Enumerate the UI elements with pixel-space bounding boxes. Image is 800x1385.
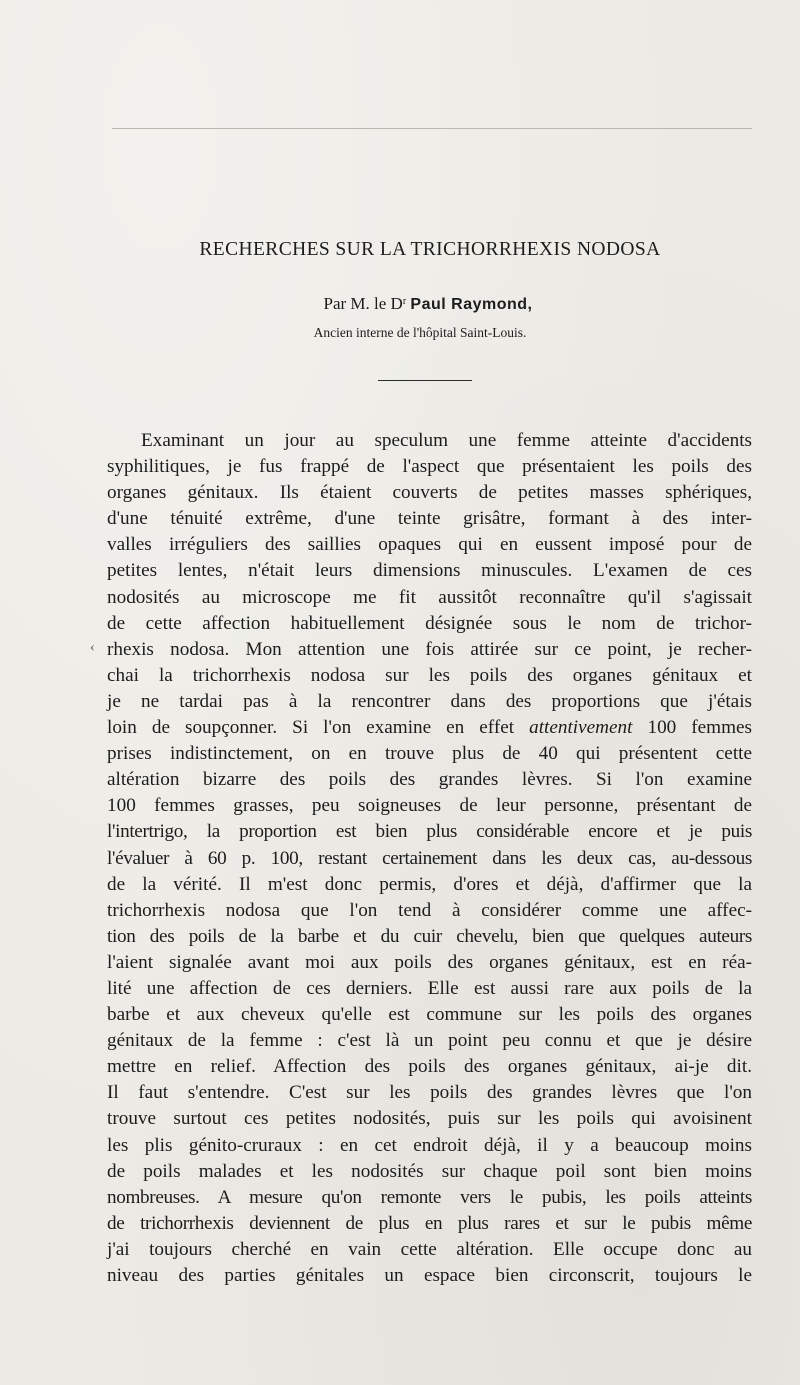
body-line: de cette affection habituellement désignée sous le nom de trichor- xyxy=(107,612,752,634)
body-line: l'évaluer à 60 p. 100, restant certainement dans les deux cas, au-dessous xyxy=(107,847,752,869)
body-line-tail: 100 femmes xyxy=(647,717,753,739)
body-line: j'ai toujours cherché en vain cette altération. Elle occupe donc au xyxy=(107,1238,752,1260)
body-line: de trichorrhexis deviennent de plus en plus rares et sur le pubis même xyxy=(107,1212,752,1234)
body-line: trichorrhexis nodosa que l'on tend à considérer comme une affec- xyxy=(107,899,752,921)
author-name: Paul Raymond, xyxy=(410,296,533,313)
margin-mark: ‹ xyxy=(90,640,95,655)
body-line: rhexis nodosa. Mon attention une fois attirée sur ce point, je recher- xyxy=(107,638,752,660)
body-line: valles irréguliers des saillies opaques qui en eussent imposé pour de xyxy=(107,534,752,556)
section-divider xyxy=(378,380,472,381)
body-line: Examinant un jour au speculum une femme atteinte d'accidents xyxy=(141,430,752,451)
body-line: nombreuses. A mesure qu'on remonte vers le pubis, les poils atteints xyxy=(107,1186,752,1208)
body-line: chai la trichorrhexis nodosa sur les poils des organes génitaux et xyxy=(107,664,752,686)
body-line: organes génitaux. Ils étaient couverts de petites masses sphériques, xyxy=(107,482,752,504)
body-line: génitaux de la femme : c'est là un point peu connu et que je désire xyxy=(107,1030,752,1052)
body-line: je ne tardai pas à la rencontrer dans des proportions que j'étais xyxy=(107,690,752,712)
emphasis-word: attentivement xyxy=(529,717,633,739)
body-line: l'intertrigo, la proportion est bien plus considérable encore et je puis xyxy=(107,821,752,843)
body-line-text: loin de soupçonner. Si l'on examine en effet xyxy=(107,717,515,739)
article-title: RECHERCHES SUR LA TRICHORRHEXIS NODOSA xyxy=(199,239,661,260)
byline-prefix-sup: r xyxy=(402,296,407,307)
body-line: petites lentes, n'était leurs dimensions minuscules. L'examen de ces xyxy=(107,560,752,582)
body-line: de la vérité. Il m'est donc permis, d'ores et déjà, d'affirmer que la xyxy=(107,873,752,895)
header-rule xyxy=(112,128,752,129)
body-line: prises indistinctement, on en trouve plus de 40 qui présentent cette xyxy=(107,743,752,765)
body-line: syphilitiques, je fus frappé de l'aspect que présentaient les poils des xyxy=(107,456,752,478)
article-body xyxy=(107,428,752,1289)
article-byline xyxy=(0,292,800,317)
body-line: nodosités au microscope me fit aussitôt reconnaître qu'il s'agissait xyxy=(107,586,752,608)
body-line: lité une affection de ces derniers. Elle est aussi rare aux poils de la xyxy=(107,977,752,999)
author-affiliation: Ancien interne de l'hôpital Saint-Louis. xyxy=(313,325,527,340)
body-line: tion des poils de la barbe et du cuir chevelu, bien que quelques auteurs xyxy=(107,925,752,947)
body-line: altération bizarre des poils des grandes lèvres. Si l'on examine xyxy=(107,769,752,791)
body-line: 100 femmes grasses, peu soigneuses de leur personne, présentant de xyxy=(107,795,752,817)
body-line: les plis génito-cruraux : en cet endroit déjà, il y a beaucoup moins xyxy=(107,1134,752,1156)
body-line: barbe et aux cheveux qu'elle est commune sur les poils des organes xyxy=(107,1004,752,1026)
body-line: de poils malades et les nodosités sur chaque poil sont bien moins xyxy=(107,1160,752,1182)
body-line: l'aient signalée avant moi aux poils des organes génitaux, est en réa- xyxy=(107,951,752,973)
body-line: Il faut s'entendre. C'est sur les poils des grandes lèvres que l'on xyxy=(107,1082,752,1104)
body-line: niveau des parties génitales un espace bien circonscrit, toujours le xyxy=(107,1265,752,1286)
body-line: d'une ténuité extrême, d'une teinte grisâtre, formant à des inter- xyxy=(107,508,752,530)
body-line: mettre en relief. Affection des poils des organes génitaux, ai-je dit. xyxy=(107,1056,752,1078)
byline-prefix: Par M. le D xyxy=(323,294,403,313)
body-line: trouve surtout ces petites nodosités, puis sur les poils qui avoisinent xyxy=(107,1108,752,1130)
body-line-with-emphasis xyxy=(107,715,752,741)
